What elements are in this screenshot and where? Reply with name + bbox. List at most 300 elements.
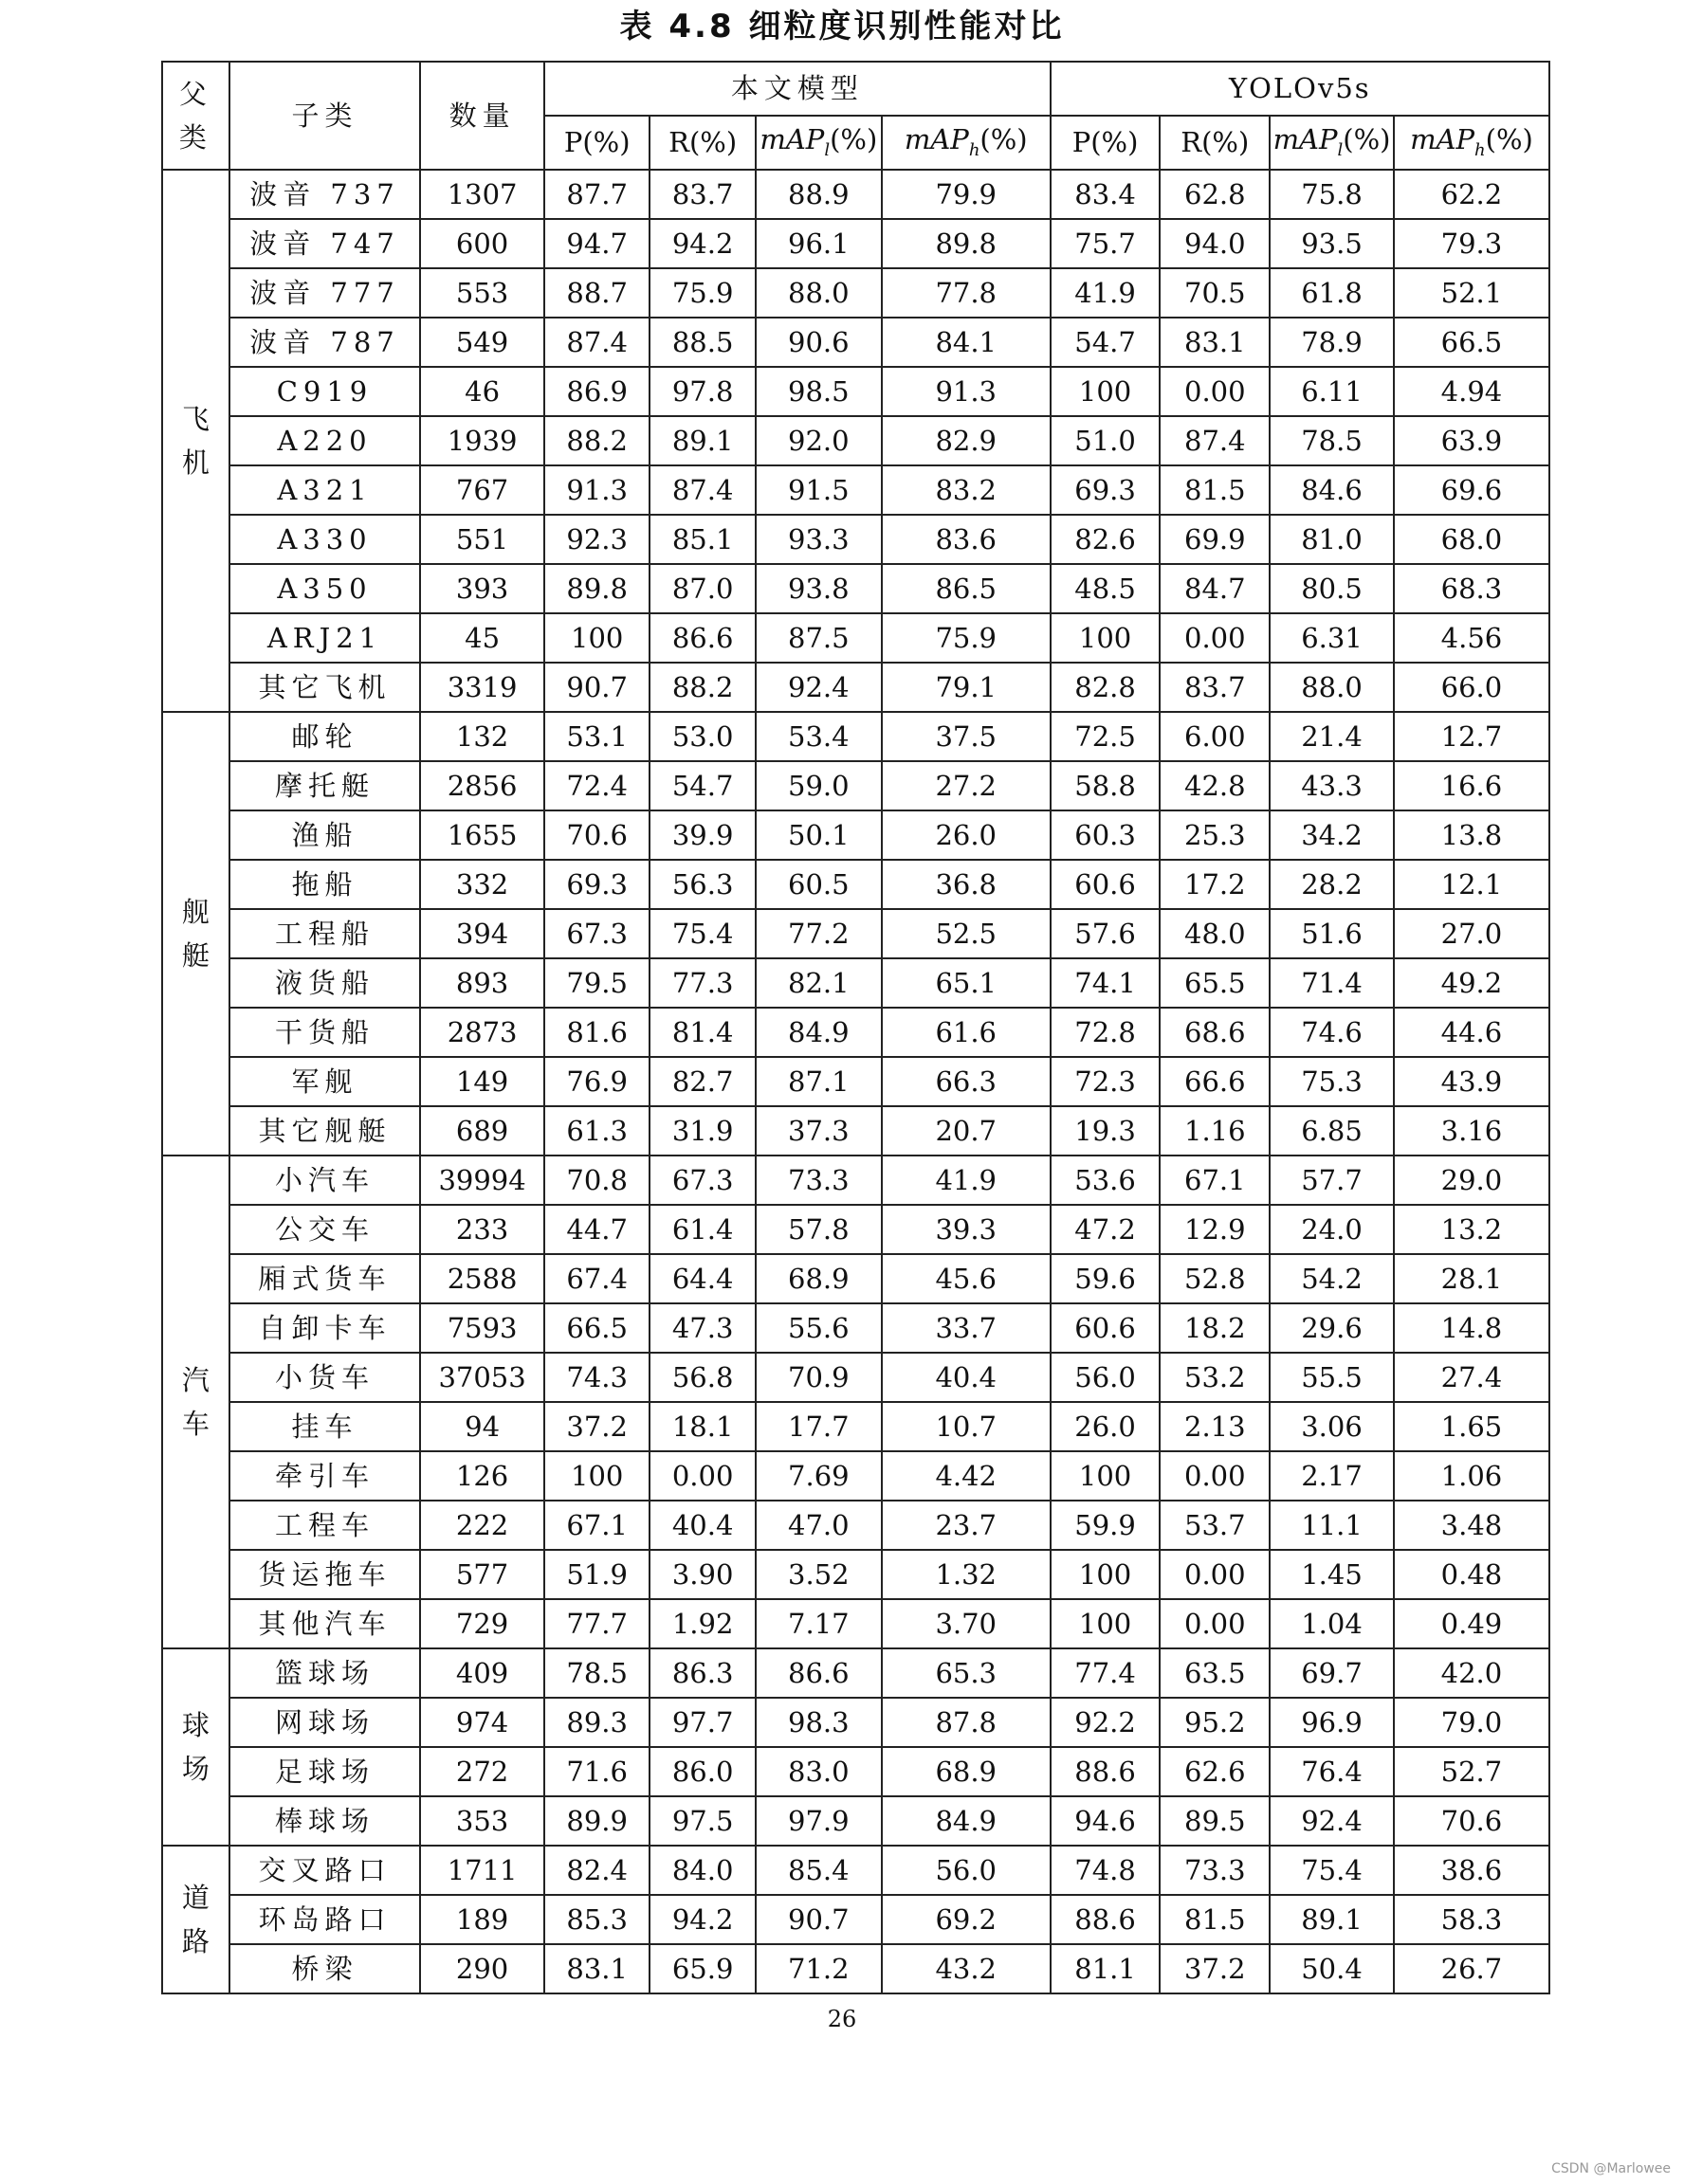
metric-value-cell: 91.5 (756, 465, 882, 515)
metric-value-cell: 50.4 (1270, 1944, 1394, 1993)
metric-value-cell: 92.2 (1051, 1698, 1161, 1747)
metric-value-cell: 85.1 (650, 515, 755, 564)
metric-value-cell: 94.2 (650, 1895, 755, 1944)
metric-value-cell: 72.5 (1051, 712, 1161, 761)
metric-value-cell: 81.0 (1270, 515, 1394, 564)
metric-value-cell: 87.5 (756, 613, 882, 663)
metric-value-cell: 17.2 (1160, 860, 1270, 909)
metric-value-cell: 81.1 (1051, 1944, 1161, 1993)
metric-value-cell: 61.8 (1270, 268, 1394, 318)
subclass-cell: 挂车 (229, 1402, 420, 1451)
metric-value-cell: 4.94 (1394, 367, 1549, 416)
count-cell: 149 (420, 1057, 544, 1106)
metric-value-cell: 55.6 (756, 1303, 882, 1353)
metric-value-cell: 0.00 (650, 1451, 755, 1501)
metric-name: mAP (1272, 123, 1338, 156)
metric-value-cell: 73.3 (756, 1156, 882, 1205)
subclass-cell: 军舰 (229, 1057, 420, 1106)
metric-value-cell: 71.2 (756, 1944, 882, 1993)
metric-unit: (%) (830, 123, 878, 156)
page-number: 26 (827, 2006, 857, 2032)
count-cell: 94 (420, 1402, 544, 1451)
table-row (162, 170, 1549, 219)
metric-value-cell: 1.04 (1270, 1599, 1394, 1648)
metric-value-cell: 87.4 (650, 465, 755, 515)
metric-value-cell: 57.6 (1051, 909, 1161, 958)
metric-value-cell: 48.0 (1160, 909, 1270, 958)
table-row (162, 909, 1549, 958)
metric-value-cell: 88.6 (1051, 1747, 1161, 1796)
metric-value-cell: 39.3 (882, 1205, 1051, 1254)
metric-value-cell: 1.06 (1394, 1451, 1549, 1501)
metric-value-cell: 98.5 (756, 367, 882, 416)
metric-value-cell: 78.9 (1270, 318, 1394, 367)
metric-value-cell: 37.5 (882, 712, 1051, 761)
metric-value-cell: 53.4 (756, 712, 882, 761)
count-cell: 394 (420, 909, 544, 958)
header-row-top (162, 62, 1549, 116)
count-cell: 600 (420, 219, 544, 268)
metric-value-cell: 89.5 (1160, 1796, 1270, 1846)
metric-value-cell: 67.1 (1160, 1156, 1270, 1205)
table-row (162, 219, 1549, 268)
metric-value-cell: 13.8 (1394, 810, 1549, 860)
metric-value-cell: 60.6 (1051, 1303, 1161, 1353)
metric-value-cell: 63.9 (1394, 416, 1549, 465)
metric-value-cell: 37.2 (544, 1402, 650, 1451)
metric-value-cell: 1.92 (650, 1599, 755, 1648)
metric-value-cell: 87.8 (882, 1698, 1051, 1747)
metric-value-cell: 64.4 (650, 1254, 755, 1303)
metric-value-cell: 100 (1051, 1599, 1161, 1648)
metric-value-cell: 47.3 (650, 1303, 755, 1353)
count-cell: 2873 (420, 1008, 544, 1057)
metric-value-cell: 75.8 (1270, 170, 1394, 219)
metric-value-cell: 86.5 (882, 564, 1051, 613)
metric-value-cell: 77.3 (650, 958, 755, 1008)
metric-value-cell: 60.3 (1051, 810, 1161, 860)
metric-value-cell: 67.1 (544, 1501, 650, 1550)
metric-value-cell: 26.0 (1051, 1402, 1161, 1451)
metric-value-cell: 77.4 (1051, 1648, 1161, 1698)
metric-value-cell: 88.2 (544, 416, 650, 465)
metric-value-cell: 75.9 (650, 268, 755, 318)
parent-class-cell (162, 1648, 229, 1846)
metric-subscript: h (968, 139, 980, 160)
metric-value-cell: 100 (544, 1451, 650, 1501)
metric-value-cell: 89.8 (882, 219, 1051, 268)
metric-value-cell: 61.6 (882, 1008, 1051, 1057)
metric-value-cell: 1.45 (1270, 1550, 1394, 1599)
metric-unit: (%) (1343, 123, 1391, 156)
table-row (162, 1648, 1549, 1698)
subclass-cell: 足球场 (229, 1747, 420, 1796)
metric-value-cell: 66.0 (1394, 663, 1549, 712)
count-cell: 290 (420, 1944, 544, 1993)
table-row (162, 1747, 1549, 1796)
metric-value-cell: 2.13 (1160, 1402, 1270, 1451)
metric-value-cell: 53.2 (1160, 1353, 1270, 1402)
metric-value-cell: 61.4 (650, 1205, 755, 1254)
parent-class-char: 飞 (181, 403, 210, 435)
metric-unit: (%) (1485, 123, 1533, 156)
metric-value-cell: 100 (1051, 1550, 1161, 1599)
metric-value-cell: 72.8 (1051, 1008, 1161, 1057)
metric-value-cell: 68.0 (1394, 515, 1549, 564)
metric-value-cell: 92.0 (756, 416, 882, 465)
metric-value-cell: 81.5 (1160, 1895, 1270, 1944)
metric-value-cell: 59.6 (1051, 1254, 1161, 1303)
metric-value-cell: 85.4 (756, 1846, 882, 1895)
count-cell: 272 (420, 1747, 544, 1796)
metric-value-cell: 72.4 (544, 761, 650, 810)
subclass-cell: 其他汽车 (229, 1599, 420, 1648)
metric-value-cell: 7.17 (756, 1599, 882, 1648)
metric-value-cell: 70.6 (1394, 1796, 1549, 1846)
subclass-cell: 小汽车 (229, 1156, 420, 1205)
parent-class-char: 球 (181, 1709, 210, 1741)
subclass-cell: 棒球场 (229, 1796, 420, 1846)
count-cell: 233 (420, 1205, 544, 1254)
header-metric-6 (1160, 116, 1270, 170)
count-cell: 7593 (420, 1303, 544, 1353)
metric-label: P(%) (563, 126, 631, 158)
metric-value-cell: 38.6 (1394, 1846, 1549, 1895)
metric-value-cell: 37.3 (756, 1106, 882, 1156)
metric-value-cell: 90.7 (544, 663, 650, 712)
subclass-cell: 波音 747 (229, 219, 420, 268)
metric-value-cell: 51.9 (544, 1550, 650, 1599)
table-row (162, 1501, 1549, 1550)
table-row (162, 1599, 1549, 1648)
metric-value-cell: 89.1 (650, 416, 755, 465)
header-metric-1 (544, 116, 650, 170)
count-cell: 332 (420, 860, 544, 909)
table-row (162, 1057, 1549, 1106)
metric-value-cell: 86.6 (650, 613, 755, 663)
metric-value-cell: 66.6 (1160, 1057, 1270, 1106)
parent-class-char: 路 (181, 1925, 210, 1957)
subclass-cell: 篮球场 (229, 1648, 420, 1698)
metric-value-cell: 1.32 (882, 1550, 1051, 1599)
metric-value-cell: 26.0 (882, 810, 1051, 860)
metric-value-cell: 96.9 (1270, 1698, 1394, 1747)
metric-subscript: l (824, 139, 831, 160)
parent-class-char: 机 (181, 446, 210, 479)
subclass-cell: ARJ21 (229, 613, 420, 663)
header-metric-8 (1394, 116, 1549, 170)
subclass-cell: 环岛路口 (229, 1895, 420, 1944)
metric-value-cell: 53.7 (1160, 1501, 1270, 1550)
metric-value-cell: 58.8 (1051, 761, 1161, 810)
metric-value-cell: 84.0 (650, 1846, 755, 1895)
count-cell: 729 (420, 1599, 544, 1648)
table-row (162, 465, 1549, 515)
table-row (162, 1944, 1549, 1993)
metric-value-cell: 70.6 (544, 810, 650, 860)
metric-value-cell: 44.7 (544, 1205, 650, 1254)
metric-value-cell: 58.3 (1394, 1895, 1549, 1944)
metric-value-cell: 21.4 (1270, 712, 1394, 761)
metric-value-cell: 100 (1051, 367, 1161, 416)
metric-value-cell: 62.2 (1394, 170, 1549, 219)
metric-value-cell: 97.7 (650, 1698, 755, 1747)
table-row (162, 1698, 1549, 1747)
subclass-cell: 波音 787 (229, 318, 420, 367)
metric-value-cell: 75.4 (650, 909, 755, 958)
metric-value-cell: 79.9 (882, 170, 1051, 219)
count-cell: 37053 (420, 1353, 544, 1402)
metric-value-cell: 0.00 (1160, 1550, 1270, 1599)
metric-value-cell: 83.7 (1160, 663, 1270, 712)
metric-value-cell: 86.9 (544, 367, 650, 416)
metric-value-cell: 94.0 (1160, 219, 1270, 268)
metric-value-cell: 69.7 (1270, 1648, 1394, 1698)
count-cell: 767 (420, 465, 544, 515)
metric-value-cell: 61.3 (544, 1106, 650, 1156)
header-group-ours: 本文模型 (544, 62, 1051, 116)
metric-value-cell: 87.4 (1160, 416, 1270, 465)
metric-value-cell: 17.7 (756, 1402, 882, 1451)
parent-class-cell (162, 170, 229, 712)
count-cell: 553 (420, 268, 544, 318)
metric-value-cell: 87.1 (756, 1057, 882, 1106)
metric-value-cell: 43.9 (1394, 1057, 1549, 1106)
metric-value-cell: 83.6 (882, 515, 1051, 564)
metric-value-cell: 69.9 (1160, 515, 1270, 564)
subclass-cell: 厢式货车 (229, 1254, 420, 1303)
header-parent-char-2: 类 (178, 121, 212, 154)
metric-value-cell: 37.2 (1160, 1944, 1270, 1993)
metric-value-cell: 56.0 (882, 1846, 1051, 1895)
metric-value-cell: 82.9 (882, 416, 1051, 465)
metric-value-cell: 3.06 (1270, 1402, 1394, 1451)
metric-value-cell: 63.5 (1160, 1648, 1270, 1698)
metric-value-cell: 3.90 (650, 1550, 755, 1599)
metric-value-cell: 72.3 (1051, 1057, 1161, 1106)
metric-value-cell: 83.7 (650, 170, 755, 219)
subclass-cell: 其它飞机 (229, 663, 420, 712)
metric-value-cell: 81.4 (650, 1008, 755, 1057)
count-cell: 974 (420, 1698, 544, 1747)
metric-value-cell: 57.7 (1270, 1156, 1394, 1205)
metric-value-cell: 78.5 (1270, 416, 1394, 465)
metric-value-cell: 88.0 (1270, 663, 1394, 712)
metric-value-cell: 6.00 (1160, 712, 1270, 761)
metric-value-cell: 75.3 (1270, 1057, 1394, 1106)
metric-value-cell: 67.3 (650, 1156, 755, 1205)
metric-label: R(%) (668, 126, 738, 158)
count-cell: 1711 (420, 1846, 544, 1895)
count-cell: 3319 (420, 663, 544, 712)
metric-value-cell: 4.56 (1394, 613, 1549, 663)
metric-value-cell: 77.2 (756, 909, 882, 958)
metric-value-cell: 80.5 (1270, 564, 1394, 613)
metric-value-cell: 82.7 (650, 1057, 755, 1106)
metric-value-cell: 74.3 (544, 1353, 650, 1402)
subclass-cell: A350 (229, 564, 420, 613)
metric-value-cell: 94.7 (544, 219, 650, 268)
count-cell: 2856 (420, 761, 544, 810)
metric-value-cell: 81.5 (1160, 465, 1270, 515)
metric-value-cell: 12.9 (1160, 1205, 1270, 1254)
table-row (162, 564, 1549, 613)
metric-value-cell: 84.9 (756, 1008, 882, 1057)
metric-value-cell: 92.4 (1270, 1796, 1394, 1846)
metric-value-cell: 47.0 (756, 1501, 882, 1550)
metric-value-cell: 87.4 (544, 318, 650, 367)
subclass-cell: 网球场 (229, 1698, 420, 1747)
table-row (162, 613, 1549, 663)
metric-value-cell: 74.6 (1270, 1008, 1394, 1057)
table-row (162, 1205, 1549, 1254)
subclass-cell: 拖船 (229, 860, 420, 909)
metric-value-cell: 39.9 (650, 810, 755, 860)
metric-value-cell: 29.0 (1394, 1156, 1549, 1205)
metric-value-cell: 18.1 (650, 1402, 755, 1451)
metric-value-cell: 75.4 (1270, 1846, 1394, 1895)
subclass-cell: 邮轮 (229, 712, 420, 761)
metric-value-cell: 55.5 (1270, 1353, 1394, 1402)
metric-value-cell: 0.49 (1394, 1599, 1549, 1648)
metric-value-cell: 71.4 (1270, 958, 1394, 1008)
metric-value-cell: 83.1 (1160, 318, 1270, 367)
count-cell: 222 (420, 1501, 544, 1550)
metric-value-cell: 47.2 (1051, 1205, 1161, 1254)
table-row (162, 1895, 1549, 1944)
count-cell: 409 (420, 1648, 544, 1698)
table-caption: 表 4.8 细粒度识别性能对比 (619, 8, 1065, 46)
count-cell: 353 (420, 1796, 544, 1846)
metric-value-cell: 82.8 (1051, 663, 1161, 712)
metric-name: mAP (904, 123, 969, 156)
metric-value-cell: 18.2 (1160, 1303, 1270, 1353)
subclass-cell: 工程船 (229, 909, 420, 958)
metric-value-cell: 52.5 (882, 909, 1051, 958)
parent-class-char: 道 (181, 1882, 210, 1914)
metric-value-cell: 1.65 (1394, 1402, 1549, 1451)
metric-value-cell: 71.6 (544, 1747, 650, 1796)
table-row (162, 268, 1549, 318)
metric-value-cell: 12.7 (1394, 712, 1549, 761)
metric-value-cell: 77.8 (882, 268, 1051, 318)
header-metric-7 (1270, 116, 1394, 170)
metric-value-cell: 50.1 (756, 810, 882, 860)
metric-value-cell: 76.4 (1270, 1747, 1394, 1796)
metric-value-cell: 0.00 (1160, 1599, 1270, 1648)
parent-class-cell (162, 1156, 229, 1648)
metric-value-cell: 28.2 (1270, 860, 1394, 909)
metric-value-cell: 76.9 (544, 1057, 650, 1106)
count-cell: 393 (420, 564, 544, 613)
header-subclass: 子类 (229, 62, 420, 170)
metric-value-cell: 82.6 (1051, 515, 1161, 564)
table-row (162, 1008, 1549, 1057)
metric-value-cell: 91.3 (882, 367, 1051, 416)
header-parent (162, 62, 229, 170)
metric-value-cell: 79.3 (1394, 219, 1549, 268)
metric-name: mAP (760, 123, 825, 156)
header-metric-5 (1051, 116, 1161, 170)
metric-value-cell: 65.9 (650, 1944, 755, 1993)
metric-value-cell: 84.7 (1160, 564, 1270, 613)
metric-subscript: h (1474, 139, 1486, 160)
subclass-cell: 摩托艇 (229, 761, 420, 810)
metric-value-cell: 87.0 (650, 564, 755, 613)
metric-value-cell: 69.3 (544, 860, 650, 909)
metric-value-cell: 56.0 (1051, 1353, 1161, 1402)
metric-value-cell: 54.2 (1270, 1254, 1394, 1303)
metric-value-cell: 6.85 (1270, 1106, 1394, 1156)
count-cell: 1939 (420, 416, 544, 465)
metric-value-cell: 88.2 (650, 663, 755, 712)
subclass-cell: 波音 737 (229, 170, 420, 219)
metric-value-cell: 94.2 (650, 219, 755, 268)
metric-value-cell: 56.3 (650, 860, 755, 909)
metric-value-cell: 49.2 (1394, 958, 1549, 1008)
table-row (162, 712, 1549, 761)
metric-value-cell: 96.1 (756, 219, 882, 268)
count-cell: 126 (420, 1451, 544, 1501)
parent-class-char: 车 (181, 1408, 210, 1440)
metric-value-cell: 4.42 (882, 1451, 1051, 1501)
metric-value-cell: 53.0 (650, 712, 755, 761)
metric-unit: (%) (979, 123, 1028, 156)
table-row (162, 1451, 1549, 1501)
metric-value-cell: 0.48 (1394, 1550, 1549, 1599)
metric-value-cell: 27.4 (1394, 1353, 1549, 1402)
metric-value-cell: 79.1 (882, 663, 1051, 712)
fine-grained-performance-table (161, 61, 1550, 1994)
header-parent-char-1: 父 (178, 78, 212, 110)
parent-class-char: 汽 (181, 1364, 210, 1396)
metric-value-cell: 66.3 (882, 1057, 1051, 1106)
table-row (162, 958, 1549, 1008)
metric-value-cell: 91.3 (544, 465, 650, 515)
header-group-yolov5s: YOLOv5s (1051, 62, 1549, 116)
metric-value-cell: 100 (544, 613, 650, 663)
metric-value-cell: 83.2 (882, 465, 1051, 515)
metric-value-cell: 65.3 (882, 1648, 1051, 1698)
metric-value-cell: 20.7 (882, 1106, 1051, 1156)
metric-value-cell: 44.6 (1394, 1008, 1549, 1057)
metric-value-cell: 92.4 (756, 663, 882, 712)
metric-value-cell: 25.3 (1160, 810, 1270, 860)
metric-value-cell: 60.6 (1051, 860, 1161, 909)
metric-value-cell: 100 (1051, 613, 1161, 663)
metric-value-cell: 36.8 (882, 860, 1051, 909)
metric-value-cell: 82.4 (544, 1846, 650, 1895)
header-count: 数量 (420, 62, 544, 170)
watermark: CSDN @Marlowee (1551, 2161, 1671, 2176)
subclass-cell: 渔船 (229, 810, 420, 860)
metric-value-cell: 24.0 (1270, 1205, 1394, 1254)
parent-class-char: 艇 (181, 939, 210, 972)
metric-value-cell: 41.9 (1051, 268, 1161, 318)
table-row (162, 663, 1549, 712)
metric-value-cell: 7.69 (756, 1451, 882, 1501)
subclass-cell: 货运拖车 (229, 1550, 420, 1599)
metric-value-cell: 34.2 (1270, 810, 1394, 860)
metric-label: P(%) (1071, 126, 1139, 158)
count-cell: 2588 (420, 1254, 544, 1303)
count-cell: 1307 (420, 170, 544, 219)
metric-value-cell: 90.7 (756, 1895, 882, 1944)
metric-value-cell: 52.7 (1394, 1747, 1549, 1796)
metric-value-cell: 33.7 (882, 1303, 1051, 1353)
metric-value-cell: 57.8 (756, 1205, 882, 1254)
metric-value-cell: 77.7 (544, 1599, 650, 1648)
